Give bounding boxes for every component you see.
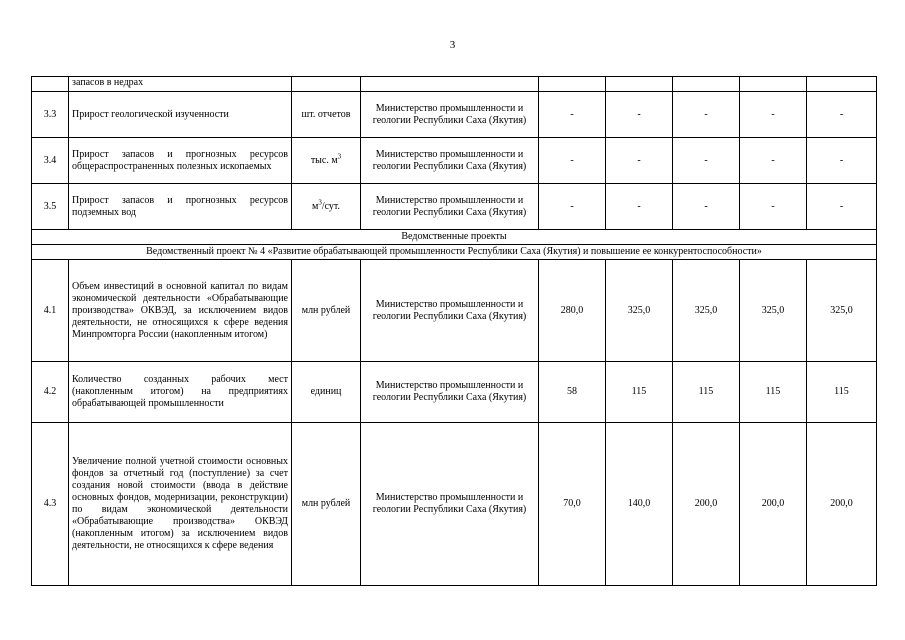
row-number-cell: 4.3 [32,423,69,586]
value-cell [740,77,807,92]
value-cell: - [807,92,877,138]
table-row [32,260,877,362]
unit-cell [292,138,361,184]
ministry-cell [361,77,539,92]
row-number-cell: 3.3 [32,92,69,138]
indicator-name-cell: Прирост геологической изученности [69,92,292,138]
table-row [32,184,877,230]
value-cell: - [807,184,877,230]
unit-cell [292,184,361,230]
indicator-name-cell: Прирост запасов и прогнозных ресурсов общераспространенных полезных ископаемых [69,138,292,184]
unit-cell [292,77,361,92]
value-cell [807,77,877,92]
value-cell: 115 [673,362,740,423]
value-cell: - [740,138,807,184]
table-row [32,138,877,184]
indicator-name-cell: Прирост запасов и прогнозных ресурсов подземных вод [69,184,292,230]
value-cell: - [539,138,606,184]
ministry-cell: Министерство промышленности и геологии Республики Саха (Якутия) [361,362,539,423]
ministry-cell: Министерство промышленности и геологии Республики Саха (Якутия) [361,423,539,586]
value-cell: 115 [606,362,673,423]
row-number-cell: 4.2 [32,362,69,423]
page-number: 3 [449,39,456,51]
value-cell: - [673,184,740,230]
value-cell: 200,0 [807,423,877,586]
value-cell: - [539,184,606,230]
value-cell: 115 [740,362,807,423]
table-row [32,92,877,138]
unit-cell: шт. отчетов [292,92,361,138]
indicator-name-cell: Объем инвестиций в основной капитал по видам экономической деятельности «Обрабатывающие производства» ОКВЭД, за исключением видов деятельности, не относящихся к сфере ведения Минпромторга России (накопленным итогом) [69,260,292,362]
value-cell: 200,0 [740,423,807,586]
unit-cell: млн рублей [292,423,361,586]
indicator-name-cell: запасов в недрах [69,77,292,92]
value-cell: - [539,92,606,138]
value-cell: 140,0 [606,423,673,586]
value-cell [673,77,740,92]
value-cell: 325,0 [673,260,740,362]
value-cell: 280,0 [539,260,606,362]
unit-superscript: 3 [318,198,322,207]
table-row [32,77,877,92]
table-row [32,423,877,586]
indicators-table [31,76,877,586]
value-cell [539,77,606,92]
value-cell: 200,0 [673,423,740,586]
row-number-cell: 4.1 [32,260,69,362]
row-number-cell: 3.4 [32,138,69,184]
value-cell: 70,0 [539,423,606,586]
unit-cell: единиц [292,362,361,423]
ministry-cell: Министерство промышленности и геологии Республики Саха (Якутия) [361,184,539,230]
table-row [32,362,877,423]
row-number-cell: 3.5 [32,184,69,230]
indicator-name-cell: Количество созданных рабочих мест (накопленным итогом) на предприятиях обрабатывающей промышленности [69,362,292,423]
value-cell: 58 [539,362,606,423]
section-header-row [32,230,877,245]
project-header: Ведомственный проект № 4 «Развитие обрабатывающей промышленности Республики Саха (Якутия) и повышение ее конкурентоспособности» [32,245,877,260]
value-cell: 325,0 [807,260,877,362]
unit-superscript: 3 [337,152,342,161]
row-number-cell [32,77,69,92]
unit-cell: млн рублей [292,260,361,362]
indicator-name-cell: Увеличение полной учетной стоимости основных фондов за отчетный год (поступление) за счет создания новой стоимости (ввода в действие основных фондов, модернизации, реконструкции) по видам экономической деятельности «Обрабатывающие производства» ОКВЭД (накопленным итогом) за исключением видов деятельности, не относящихся к сфере ведения [69,423,292,586]
ministry-cell: Министерство промышленности и геологии Республики Саха (Якутия) [361,92,539,138]
ministry-cell: Министерство промышленности и геологии Республики Саха (Якутия) [361,138,539,184]
value-cell: - [673,138,740,184]
unit-text: тыс. м [310,154,338,166]
ministry-cell: Министерство промышленности и геологии Республики Саха (Якутия) [361,260,539,362]
value-cell: - [606,138,673,184]
value-cell: - [740,184,807,230]
value-cell: - [606,92,673,138]
value-cell [606,77,673,92]
unit-text: м [311,200,319,212]
section-header: Ведомственные проекты [32,230,877,245]
unit-text-tail: /сут. [321,200,341,212]
value-cell: 115 [807,362,877,423]
value-cell: 325,0 [740,260,807,362]
value-cell: - [807,138,877,184]
project-header-row [32,245,877,260]
value-cell: - [673,92,740,138]
value-cell: - [606,184,673,230]
value-cell: 325,0 [606,260,673,362]
value-cell: - [740,92,807,138]
